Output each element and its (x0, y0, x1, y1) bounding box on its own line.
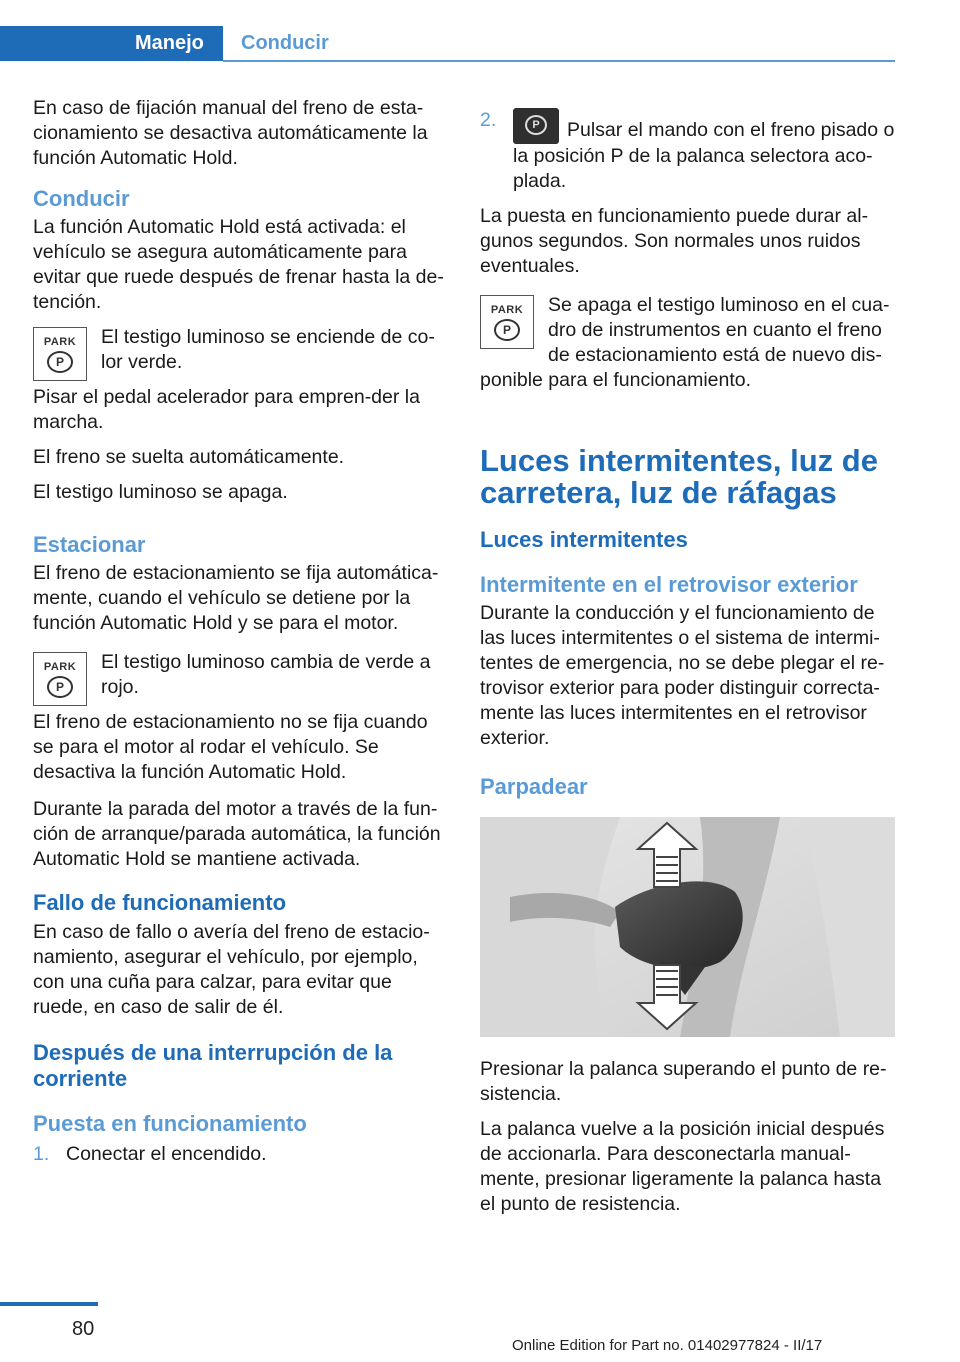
step-number: 1. (33, 1143, 50, 1165)
step-text: Conectar el encendido. (66, 1143, 267, 1165)
header (0, 0, 895, 62)
step-text: Pulsar el mando con el freno pisado o la posición P de la palanca selectora aco-plada. (513, 119, 895, 192)
park-symbol: P (47, 351, 73, 373)
paragraph: Pisar el pedal acelerador para empren-der la marcha. (33, 386, 420, 433)
park-indicator-block (33, 325, 448, 435)
paragraph: El freno se suelta automáticamente. (33, 446, 345, 468)
park-symbol: P (494, 319, 520, 341)
paragraph: El freno de estacionamiento se fija automática-mente, cuando el vehículo se detiene por la función Automatic Hold y se para el motor. (33, 562, 439, 634)
heading-luces-intermitentes: Luces intermitentes (480, 527, 688, 552)
parking-brake-button-icon (513, 108, 559, 144)
footer-bar (0, 1302, 98, 1306)
park-indicator-icon (480, 295, 534, 349)
park-label: PARK (43, 335, 77, 348)
heading-retrovisor: Intermitente en el retrovisor exterior (480, 572, 858, 597)
paragraph: En caso de fijación manual del freno de esta-cionamiento se desactiva automáticamente la función Automatic Hold. (33, 97, 428, 169)
park-indicator-icon (33, 652, 87, 706)
paragraph: El testigo luminoso se apaga. (33, 481, 288, 503)
paragraph: Durante la parada del motor a través de la fun-ción de arranque/parada automática, la función Automatic Hold se mantiene activada. (33, 798, 441, 870)
park-label: PARK (43, 660, 77, 673)
paragraph: El freno de estacionamiento no se fija cuando se para el motor al rodar el vehículo. Se desactiva la función Automatic Hold. (33, 711, 428, 783)
heading-despues: Después de una interrupción de la corriente (33, 1040, 393, 1091)
step-item (480, 108, 895, 194)
heading-estacionar: Estacionar (33, 532, 146, 557)
step-number: 2. (480, 109, 497, 131)
tab-conducir[interactable]: Conducir (241, 32, 329, 54)
paragraph: El testigo luminoso cambia de verde a rojo. (101, 651, 431, 698)
park-label: PARK (490, 303, 524, 316)
paragraph: La palanca vuelve a la posición inicial después de accionarla. Para desconectarla manual-mente, presionar ligeramente la palanca hasta el punto de resistencia. (480, 1118, 885, 1215)
heading-luces: Luces intermitentes, luz de carretera, luz de ráfagas (480, 443, 878, 510)
tab-manejo[interactable]: Manejo (0, 26, 223, 61)
park-indicator-icon (33, 327, 87, 381)
paragraph: Se apaga el testigo luminoso en el cua-dro de instrumentos en cuanto el freno de estacionamiento está de nuevo dis-ponible para el funcionamiento. (480, 294, 890, 391)
paragraph: La puesta en funcionamiento puede durar al-gunos segundos. Son normales unos ruidos eventuales. (480, 205, 869, 277)
step-item (33, 1142, 448, 1167)
paragraph: En caso de fallo o avería del freno de estacio-namiento, asegurar el vehículo, por ejemplo, con una cuña para calzar, para evitar que ruede, en caso de salir de él. (33, 921, 430, 1018)
paragraph: La función Automatic Hold está activada: el vehículo se asegura automáticamente para evitar que ruede después de frenar hasta la de-tención. (33, 216, 444, 313)
left-column (33, 96, 448, 1167)
header-rule (223, 60, 895, 62)
heading-puesta: Puesta en funcionamiento (33, 1111, 307, 1136)
paragraph: Durante la conducción y el funcionamiento de las luces intermitentes o el sistema de intermi-tentes de emergencia, no se debe plegar el re-trovisor exterior para poder distinguir correcta-mente las luces intermitentes en el retrovisor exterior. (480, 602, 885, 749)
footer-edition: Online Edition for Part no. 01402977824 - II/17 (512, 1337, 823, 1354)
park-indicator-block (480, 293, 895, 393)
right-column (480, 108, 895, 1227)
heading-conducir: Conducir (33, 186, 130, 211)
park-symbol: P (525, 115, 547, 135)
park-indicator-block (33, 650, 448, 785)
turn-signal-lever-image (480, 817, 895, 1037)
step-content (513, 108, 895, 194)
paragraph: El testigo luminoso se enciende de co-lor verde. (101, 326, 435, 373)
park-symbol: P (47, 676, 73, 698)
page-number: 80 (72, 1318, 95, 1340)
paragraph: Presionar la palanca superando el punto de re-sistencia. (480, 1058, 887, 1105)
heading-fallo: Fallo de funcionamiento (33, 890, 287, 915)
heading-parpadear: Parpadear (480, 774, 588, 799)
